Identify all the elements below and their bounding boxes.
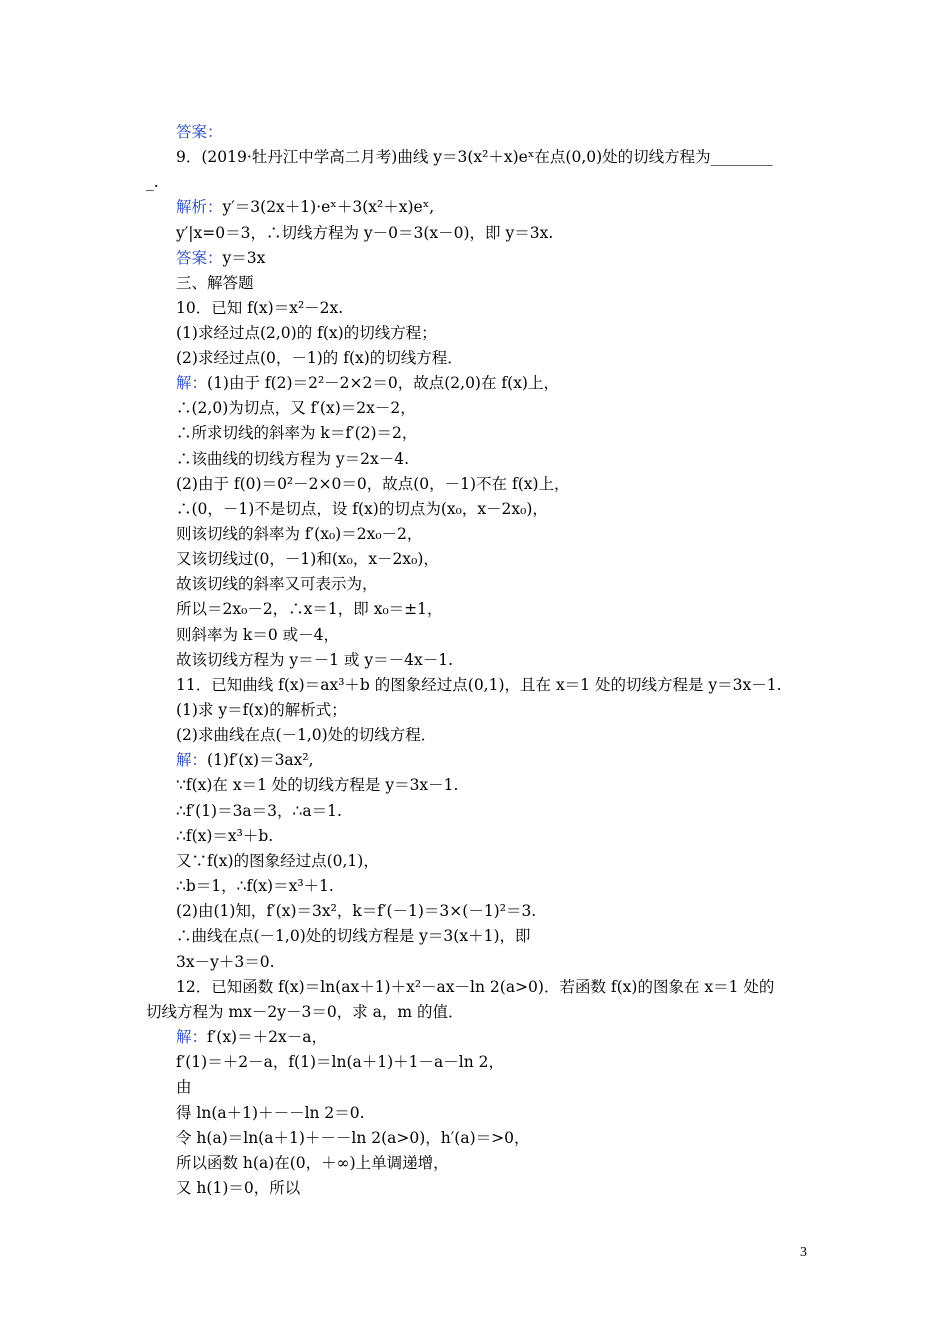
text-line: 故该切线方程为 y＝－1 或 y＝－4x－1. xyxy=(176,651,454,669)
text-line xyxy=(176,248,810,268)
text-line: (2)求经过点(0，－1)的 f(x)的切线方程． xyxy=(176,349,463,367)
line-content: y′＝3(2x＋1)·eˣ＋3(x²＋x)eˣ, xyxy=(222,198,435,216)
answer-label: 解： xyxy=(176,1028,208,1046)
line-content: (1)由于 f(2)＝2²－2×2＝0，故点(2,0)在 f(x)上， xyxy=(207,374,559,392)
text-line: ∴(0，－1)不是切点，设 f(x)的切点为(x₀，x－2x₀)， xyxy=(176,500,548,518)
text-line: 9．(2019·牡丹江中学高二月考)曲线 y＝3(x²＋x)eˣ在点(0,0)处的切线方程为________ xyxy=(176,148,773,166)
text-line: 所以＝2x₀－2，∴x＝1，即 x₀＝±1， xyxy=(176,600,443,618)
text-line: ∴f(x)＝x³＋b. xyxy=(176,827,274,845)
answer-label: 答案： xyxy=(176,123,223,141)
text-line: 3x－y＋3＝0. xyxy=(176,953,275,971)
line-content: f′(x)＝＋2x－a， xyxy=(207,1028,327,1046)
answer-label: 答案： xyxy=(176,249,223,267)
text-line xyxy=(176,750,810,770)
text-line: 由 xyxy=(176,1078,192,1096)
text-line: f′(1)＝＋2－a，f(1)＝ln(a＋1)＋1－a－ln 2， xyxy=(176,1053,504,1071)
text-line: 得 ln(a＋1)＋－－ln 2＝0. xyxy=(176,1104,365,1122)
line-content: y＝3x xyxy=(222,249,266,267)
text-line: ∴曲线在点(－1,0)处的切线方程是 y＝3(x＋1)，即 xyxy=(176,927,531,945)
text-line: (2)求曲线在点(－1,0)处的切线方程． xyxy=(176,726,437,744)
text-line: 令 h(a)＝ln(a＋1)＋－－ln 2(a>0)，h′(a)＝>0， xyxy=(176,1129,530,1147)
text-line: (2)由(1)知，f′(x)＝3x²，k＝f′(－1)＝3×(－1)²＝3. xyxy=(176,902,537,920)
text-line xyxy=(176,373,810,393)
text-line: ∴b＝1，∴f(x)＝x³＋1. xyxy=(176,877,334,895)
text-line: 11．已知曲线 f(x)＝ax³＋b 的图象经过点(0,1)，且在 x＝1 处的切线方程是 y＝3x－1. xyxy=(176,676,782,694)
text-line: 又 h(1)＝0，所以 xyxy=(176,1179,301,1197)
text-line: y′|x=0＝3，∴切线方程为 y－0＝3(x－0)，即 y＝3x. xyxy=(176,224,554,242)
text-line: 又∵f(x)的图象经过点(0,1)， xyxy=(176,852,379,870)
page-number: 3 xyxy=(800,1245,807,1260)
text-line xyxy=(176,197,810,217)
text-line: 12．已知函数 f(x)＝ln(ax＋1)＋x²－ax－ln 2(a>0)．若函数 f(x)的图象在 x＝1 处的 xyxy=(176,978,775,996)
text-line: 10．已知 f(x)＝x²－2x. xyxy=(176,299,344,317)
text-line: 切线方程为 mx－2y－3＝0，求 a，m 的值． xyxy=(146,1003,464,1021)
text-line: ∴(2,0)为切点，又 f′(x)＝2x－2， xyxy=(176,399,416,417)
text-line: 则该切线的斜率为 f′(x₀)＝2x₀－2， xyxy=(176,525,423,543)
text-line: (2)由于 f(0)＝0²－2×0＝0，故点(0，－1)不在 f(x)上， xyxy=(176,475,570,493)
text-line: (1)求 y＝f(x)的解析式； xyxy=(176,701,347,719)
answer-label: 解： xyxy=(176,751,208,769)
text-line: ∴f′(1)＝3a＝3，∴a＝1. xyxy=(176,802,342,820)
text-line: 所以函数 h(a)在(0，＋∞)上单调递增， xyxy=(176,1154,449,1172)
line-content: (1)f′(x)＝3ax², xyxy=(207,751,314,769)
text-line: ∴该曲线的切线方程为 y＝2x－4. xyxy=(176,450,410,468)
text-line: 三、解答题 xyxy=(176,274,254,292)
text-line: (1)求经过点(2,0)的 f(x)的切线方程； xyxy=(176,324,437,342)
text-line xyxy=(176,122,810,142)
text-line xyxy=(176,1027,810,1047)
text-line: 又该切线过(0，－1)和(x₀，x－2x₀)， xyxy=(176,550,439,568)
text-line: _. xyxy=(146,173,159,191)
answer-label: 解： xyxy=(176,374,208,392)
answer-label: 解析： xyxy=(176,198,223,216)
text-line: 则斜率为 k＝0 或－4， xyxy=(176,626,339,644)
text-line: ∵f(x)在 x＝1 处的切线方程是 y＝3x－1. xyxy=(176,776,459,794)
text-line: 故该切线的斜率又可表示为， xyxy=(176,575,378,593)
text-line: ∴所求切线的斜率为 k＝f′(2)＝2， xyxy=(176,424,418,442)
